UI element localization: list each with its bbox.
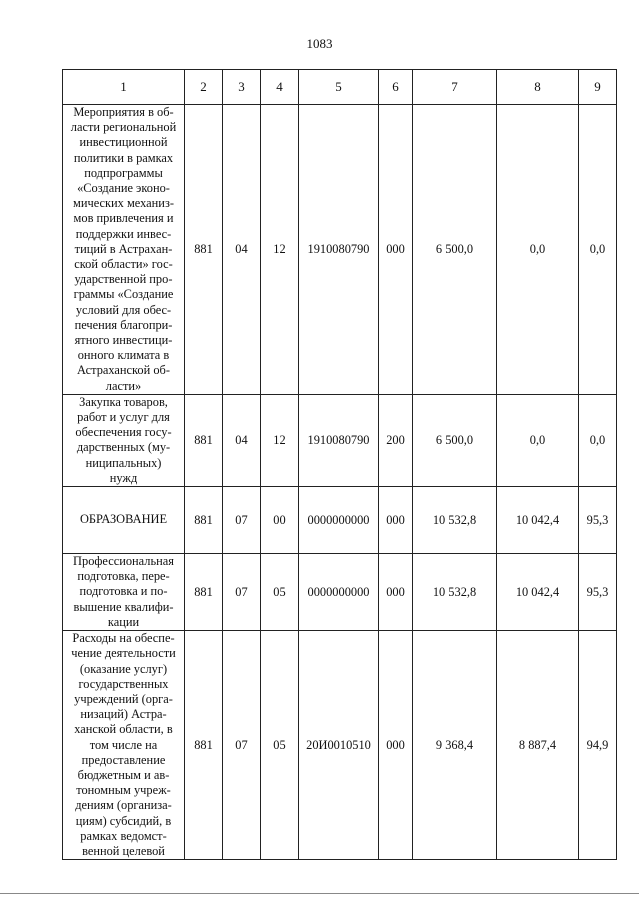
cell-col7: 10 532,8 [413, 487, 497, 554]
cell-admin-code: 881 [185, 554, 223, 631]
cell-expense-type: 000 [379, 554, 413, 631]
budget-table [62, 69, 617, 860]
cell-expense-type: 000 [379, 631, 413, 860]
cell-target-article: 1910080790 [299, 105, 379, 395]
cell-admin-code: 881 [185, 394, 223, 486]
cell-admin-code: 881 [185, 105, 223, 395]
cell-col7: 9 368,4 [413, 631, 497, 860]
row-name: Профессиональная подготовка, пере- подготовка и по- вышение квалифи- кации [63, 554, 185, 631]
table-row [63, 394, 617, 486]
header-col-5: 5 [299, 70, 379, 105]
header-col-9: 9 [579, 70, 617, 105]
cell-section: 07 [223, 631, 261, 860]
table-row [63, 487, 617, 554]
cell-col8: 10 042,4 [497, 487, 579, 554]
cell-col7: 10 532,8 [413, 554, 497, 631]
cell-col7: 6 500,0 [413, 105, 497, 395]
row-name: Мероприятия в об- ласти региональной инвестиционной политики в рамках подпрограммы «Создание эконо- мических механиз- мов привлечения и поддержки инвес- тиций в Астрахан- ской области» гос- ударственной про- граммы «Создание условий для обес- печения благопри- ятного инвестици- онного климата в Астраханской об- ласти» [63, 105, 185, 395]
cell-col9: 95,3 [579, 554, 617, 631]
page-number: 1083 [306, 36, 333, 51]
cell-expense-type: 200 [379, 394, 413, 486]
cell-col8: 0,0 [497, 105, 579, 395]
header-col-6: 6 [379, 70, 413, 105]
cell-subsection: 00 [261, 487, 299, 554]
cell-target-article: 1910080790 [299, 394, 379, 486]
cell-expense-type: 000 [379, 487, 413, 554]
cell-col9: 0,0 [579, 394, 617, 486]
cell-subsection: 05 [261, 554, 299, 631]
cell-admin-code: 881 [185, 487, 223, 554]
cell-target-article: 0000000000 [299, 554, 379, 631]
cell-expense-type: 000 [379, 105, 413, 395]
cell-admin-code: 881 [185, 631, 223, 860]
cell-section: 07 [223, 487, 261, 554]
cell-subsection: 12 [261, 105, 299, 395]
header-col-3: 3 [223, 70, 261, 105]
header-col-8: 8 [497, 70, 579, 105]
cell-col8: 10 042,4 [497, 554, 579, 631]
cell-section: 07 [223, 554, 261, 631]
cell-col9: 94,9 [579, 631, 617, 860]
cell-target-article: 0000000000 [299, 487, 379, 554]
cell-section: 04 [223, 394, 261, 486]
header-col-7: 7 [413, 70, 497, 105]
table-row [63, 554, 617, 631]
cell-subsection: 12 [261, 394, 299, 486]
row-name: Расходы на обеспе- чение деятельности (оказание услуг) государственных учреждений (орга- низаций) Астра- ханской области, в том числе на предоставление бюджетным и ав- тономным учреж- дениям (организа- циям) субсидий, в рамках ведомст- венной целевой [63, 631, 185, 860]
header-row [63, 70, 617, 105]
cell-target-article: 20И0010510 [299, 631, 379, 860]
table-row [63, 105, 617, 395]
cell-col8: 0,0 [497, 394, 579, 486]
page-bottom-rule [0, 893, 639, 894]
row-name: Закупка товаров, работ и услуг для обеспечения госу- дарственных (му- ниципальных) нужд [63, 394, 185, 486]
cell-col9: 0,0 [579, 105, 617, 395]
cell-col7: 6 500,0 [413, 394, 497, 486]
header-col-2: 2 [185, 70, 223, 105]
cell-section: 04 [223, 105, 261, 395]
cell-subsection: 05 [261, 631, 299, 860]
row-name: ОБРАЗОВАНИЕ [63, 487, 185, 554]
table-row [63, 631, 617, 860]
cell-col9: 95,3 [579, 487, 617, 554]
header-col-1: 1 [63, 70, 185, 105]
header-col-4: 4 [261, 70, 299, 105]
cell-col8: 8 887,4 [497, 631, 579, 860]
